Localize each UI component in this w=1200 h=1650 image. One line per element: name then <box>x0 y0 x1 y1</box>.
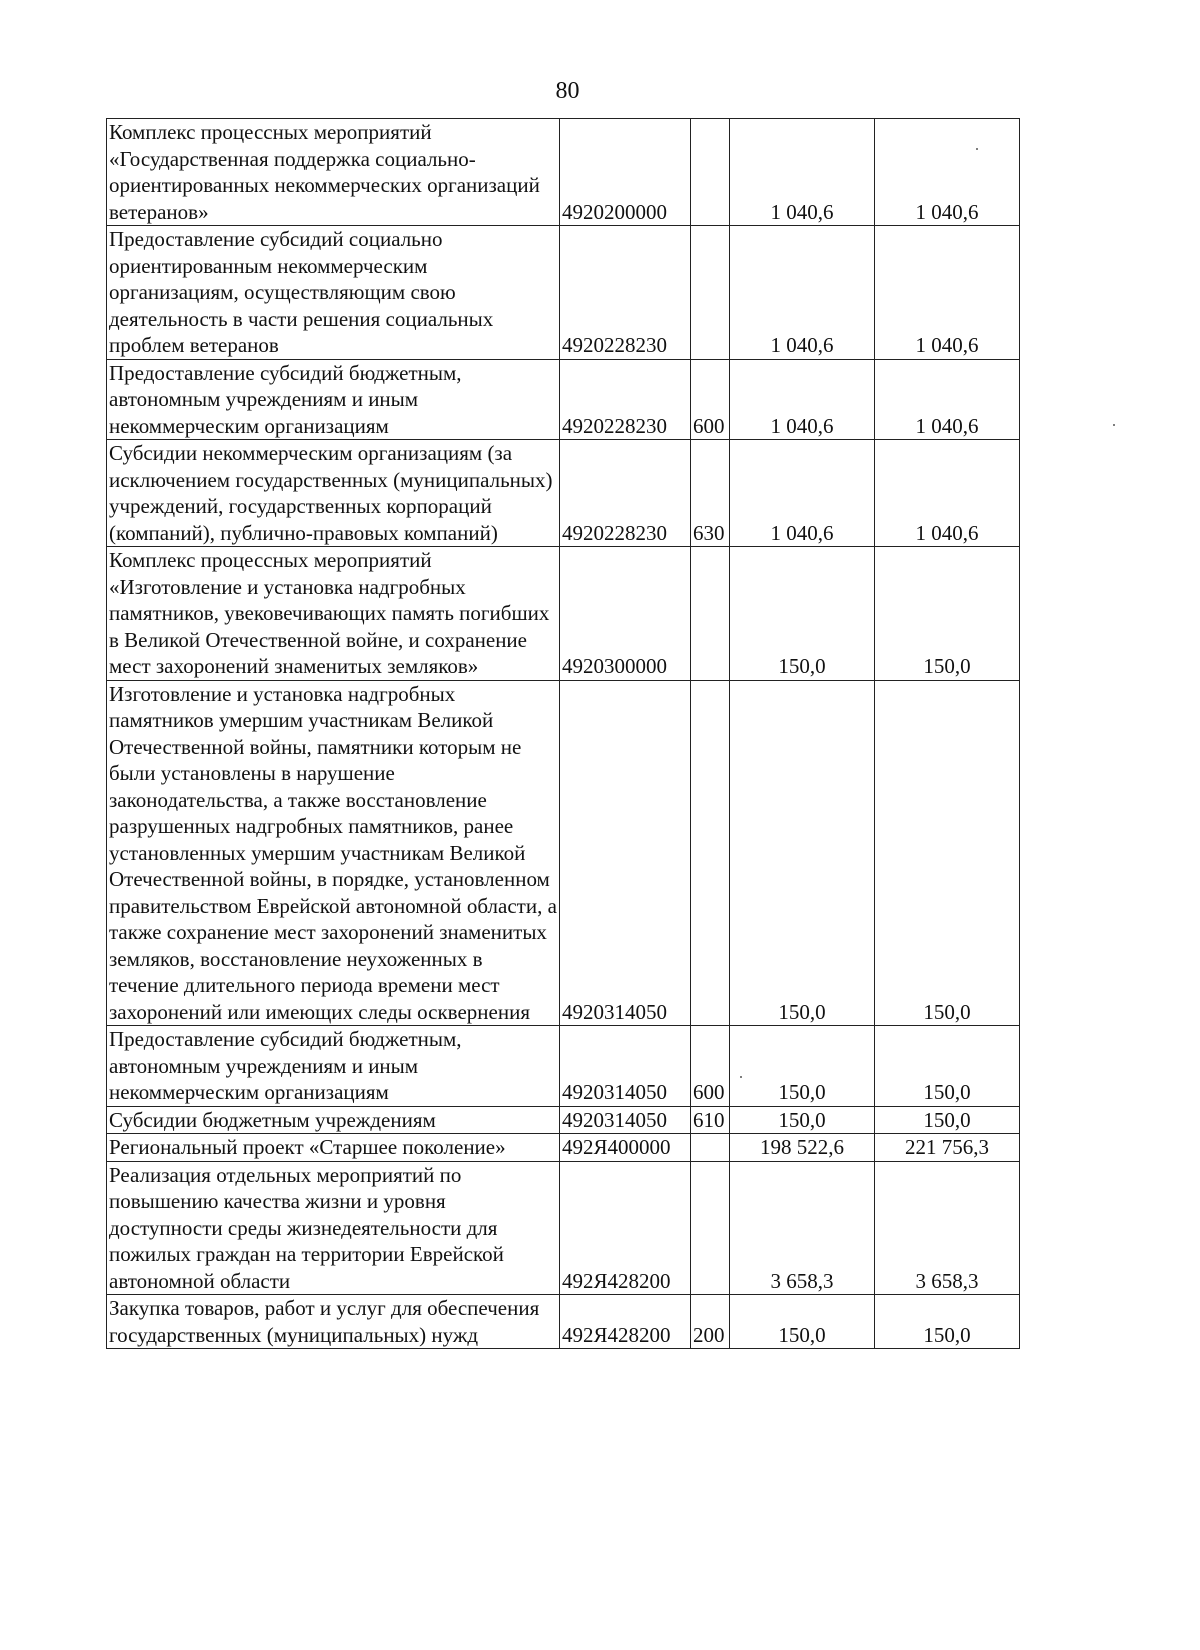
row-name: Комплекс процессных мероприятий «Государственная поддержка социально-ориентированных некоммерческих организаций ветеранов» <box>107 119 560 226</box>
row-code: 492Я428200 <box>560 1161 691 1295</box>
row-code: 4920228230 <box>560 440 691 547</box>
table-row <box>107 1295 1020 1349</box>
row-value-2: 150,0 <box>875 1106 1020 1134</box>
table-row <box>107 1134 1020 1162</box>
row-code: 492Я400000 <box>560 1134 691 1162</box>
table-row <box>107 119 1020 226</box>
row-value-1: 1 040,6 <box>730 226 875 360</box>
row-value-2: 221 756,3 <box>875 1134 1020 1162</box>
row-expense-type: 200 <box>691 1295 730 1349</box>
row-expense-type <box>691 1161 730 1295</box>
row-name: Субсидии некоммерческим организациям (за исключением государственных (муниципальных) учреждений, государственных корпораций (компаний), публично-правовых компаний) <box>107 440 560 547</box>
row-value-1: 198 522,6 <box>730 1134 875 1162</box>
table-row <box>107 226 1020 360</box>
row-value-1: 150,0 <box>730 1106 875 1134</box>
row-code: 4920200000 <box>560 119 691 226</box>
table-row <box>107 440 1020 547</box>
row-value-2: 150,0 <box>875 680 1020 1026</box>
row-name: Предоставление субсидий социально ориентированным некоммерческим организациям, осуществляющим свою деятельность в части решения социальных проблем ветеранов <box>107 226 560 360</box>
row-expense-type <box>691 1134 730 1162</box>
budget-table <box>106 118 1020 1349</box>
scan-speck <box>976 148 978 150</box>
row-value-1: 150,0 <box>730 1026 875 1107</box>
row-code: 4920314050 <box>560 1026 691 1107</box>
row-value-1: 150,0 <box>730 1295 875 1349</box>
row-expense-type <box>691 547 730 681</box>
row-expense-type <box>691 226 730 360</box>
row-expense-type: 610 <box>691 1106 730 1134</box>
row-value-2: 1 040,6 <box>875 226 1020 360</box>
row-value-2: 150,0 <box>875 547 1020 681</box>
table-row <box>107 1106 1020 1134</box>
row-expense-type <box>691 680 730 1026</box>
row-expense-type: 600 <box>691 359 730 440</box>
row-value-1: 150,0 <box>730 680 875 1026</box>
row-code: 4920300000 <box>560 547 691 681</box>
table-row <box>107 1026 1020 1107</box>
row-name: Субсидии бюджетным учреждениям <box>107 1106 560 1134</box>
row-value-1: 1 040,6 <box>730 359 875 440</box>
row-name: Предоставление субсидий бюджетным, автономным учреждениям и иным некоммерческим организациям <box>107 359 560 440</box>
row-value-1: 150,0 <box>730 547 875 681</box>
row-code: 492Я428200 <box>560 1295 691 1349</box>
row-code: 4920228230 <box>560 359 691 440</box>
row-name: Предоставление субсидий бюджетным, автономным учреждениям и иным некоммерческим организациям <box>107 1026 560 1107</box>
row-code: 4920228230 <box>560 226 691 360</box>
row-name: Реализация отдельных мероприятий по повышению качества жизни и уровня доступности среды жизнедеятельности для пожилых граждан на территории Еврейской автономной области <box>107 1161 560 1295</box>
row-value-1: 1 040,6 <box>730 119 875 226</box>
row-value-2: 1 040,6 <box>875 440 1020 547</box>
row-name: Закупка товаров, работ и услуг для обеспечения государственных (муниципальных) нужд <box>107 1295 560 1349</box>
row-expense-type: 630 <box>691 440 730 547</box>
row-name: Региональный проект «Старшее поколение» <box>107 1134 560 1162</box>
row-value-1: 1 040,6 <box>730 440 875 547</box>
row-value-1: 3 658,3 <box>730 1161 875 1295</box>
row-code: 4920314050 <box>560 680 691 1026</box>
scan-speck <box>740 1076 742 1078</box>
row-name: Изготовление и установка надгробных памятников умершим участникам Великой Отечественной войны, памятники которым не были установлены в нарушение законодательства, а также восстановление разрушенных надгробных памятников, ранее установленных умершим участникам Великой Отечественной войны, в порядке, установленном правительством Еврейской автономной области, а также сохранение мест захоронений знаменитых земляков, восстановление неухоженных в течение длительного периода времени мест захоронений или имеющих следы осквернения <box>107 680 560 1026</box>
table-row <box>107 359 1020 440</box>
row-value-2: 150,0 <box>875 1026 1020 1107</box>
scan-speck <box>1113 424 1115 426</box>
row-value-2: 1 040,6 <box>875 359 1020 440</box>
row-name: Комплекс процессных мероприятий «Изготовление и установка надгробных памятников, увековечивающих память погибших в Великой Отечественной войне, и сохранение мест захоронений знаменитых земляков» <box>107 547 560 681</box>
row-value-2: 150,0 <box>875 1295 1020 1349</box>
row-expense-type <box>691 119 730 226</box>
table-row <box>107 680 1020 1026</box>
table-row <box>107 547 1020 681</box>
table-row <box>107 1161 1020 1295</box>
row-code: 4920314050 <box>560 1106 691 1134</box>
row-expense-type: 600 <box>691 1026 730 1107</box>
row-value-2: 1 040,6 <box>875 119 1020 226</box>
row-value-2: 3 658,3 <box>875 1161 1020 1295</box>
page-number: 80 <box>555 78 580 104</box>
